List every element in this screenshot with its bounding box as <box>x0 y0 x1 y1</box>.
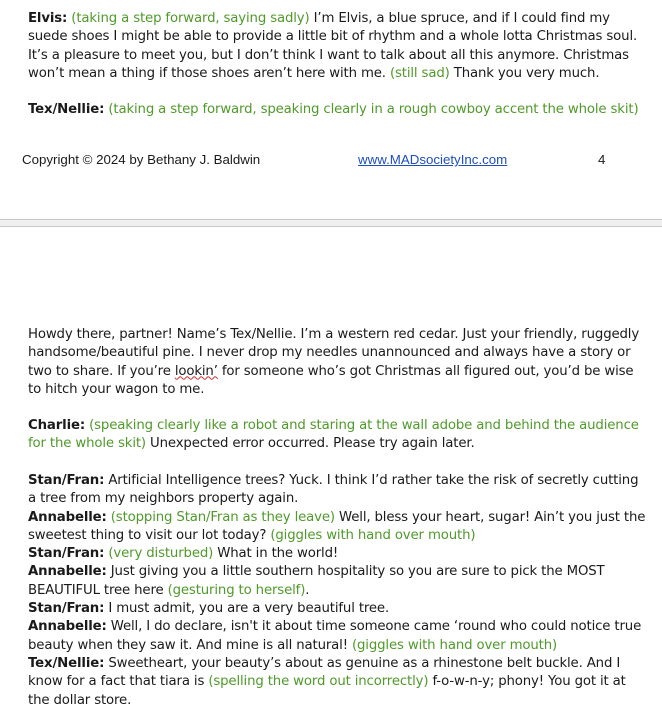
charlie-line <box>28 417 650 454</box>
stage-direction: (still sad) <box>389 65 450 81</box>
dialogue-text: Unexpected error occurred. Please try again later. <box>145 436 475 452</box>
copyright-text: Copyright © 2024 by Bethany J. Baldwin <box>22 152 261 167</box>
speaker-name: Annabelle: <box>28 619 107 635</box>
stage-direction: (giggles with hand over mouth) <box>270 527 476 543</box>
dialogue-text: Howdy there, partner! Name’s Tex/Nellie. I’m a western red cedar. Just your friendly, ruggedly handsome/beautiful pine. I never drop my needles unannounced and always have a story or two to share. If you’re <box>28 327 640 379</box>
dialogue-text: I’m Elvis, a blue spruce, and if I could find my suede shoes I might be able to provide a little bit of rhythm and a whole lotta Christmas soul. It’s a pleasure to meet you, but I don’t think I want to talk about all this anymore. Christmas won’t mean a thing if those shoes aren’t here with me. <box>28 11 638 81</box>
document-page-5 <box>0 227 662 708</box>
dialogue-line <box>28 618 650 655</box>
tex-intro-line <box>28 101 650 119</box>
speaker-name: Elvis: <box>28 11 68 26</box>
stage-direction: (giggles with hand over mouth) <box>351 637 558 653</box>
website-link[interactable]: www.MADsocietyInc.com <box>358 152 508 167</box>
document-page-4 <box>0 0 662 219</box>
dialogue-text: Well, I do declare, isn't it about time someone came ‘round who could notice true beauty when they saw it. And mine is all natural! <box>28 619 642 653</box>
dialogue-block <box>28 472 650 710</box>
speaker-name: Tex/Nellie: <box>28 655 105 671</box>
dialogue-text: What in the world! <box>213 546 339 562</box>
speaker-name: Annabelle: <box>28 509 107 525</box>
dialogue-line <box>28 600 650 618</box>
stage-direction: (taking a step forward, saying sadly) <box>71 11 310 26</box>
dialogue-text: Well, bless your heart, sugar! Ain’t you just the sweetest thing to visit our lot today? <box>28 509 646 543</box>
dialogue-text: . <box>305 582 310 598</box>
page-footer <box>22 152 642 170</box>
spellcheck-flagged-word[interactable]: lookin’ <box>174 363 218 379</box>
speaker-name: Stan/Fran: <box>28 601 105 617</box>
dialogue-line <box>28 563 650 600</box>
stage-direction: (very disturbed) <box>104 546 214 562</box>
stage-direction: (gesturing to herself) <box>167 582 306 598</box>
dialogue-text: I must admit, you are a very beautiful tree. <box>104 601 390 617</box>
stage-direction: (spelling the word out incorrectly) <box>208 674 429 690</box>
page-number: 4 <box>598 152 606 167</box>
speaker-name: Charlie: <box>28 418 86 433</box>
stage-direction: (taking a step forward, speaking clearly in a rough cowboy accent the whole skit) <box>108 102 639 117</box>
speaker-name: Stan/Fran: <box>28 546 105 562</box>
dialogue-text: for someone who’s got Christmas all figured out, you’d be wise to hitch your wagon to me. <box>28 363 634 397</box>
dialogue-line <box>28 545 650 563</box>
dialogue-line <box>28 509 650 546</box>
dialogue-text: Just giving you a little southern hospitality so you are sure to pick the MOST BEAUTIFUL tree here <box>28 564 605 598</box>
dialogue-text: Sweetheart, your beauty’s about as genuine as a rhinestone belt buckle. And I know for a fact that tiara is <box>28 655 621 690</box>
speaker-name: Tex/Nellie: <box>28 102 105 117</box>
speaker-name: Annabelle: <box>28 564 107 580</box>
stage-direction: (speaking clearly like a robot and staring at the wall adobe and behind the audience for the whole skit) <box>28 418 639 452</box>
dialogue-line <box>28 472 650 509</box>
page-separator <box>0 219 662 227</box>
dialogue-text: f-o-w-n-y; phony! You got it at the dollar store. <box>28 674 626 708</box>
tex-speech <box>28 326 650 399</box>
elvis-line <box>28 10 650 83</box>
speaker-name: Stan/Fran: <box>28 473 105 488</box>
stage-direction: (stopping Stan/Fran as they leave) <box>106 509 335 525</box>
dialogue-text: Thank you very much. <box>449 65 600 81</box>
dialogue-text: Artificial Intelligence trees? Yuck. I think I’d rather take the risk of secretly cutting a tree from my neighbors property again. <box>28 473 639 507</box>
dialogue-line <box>28 655 650 710</box>
